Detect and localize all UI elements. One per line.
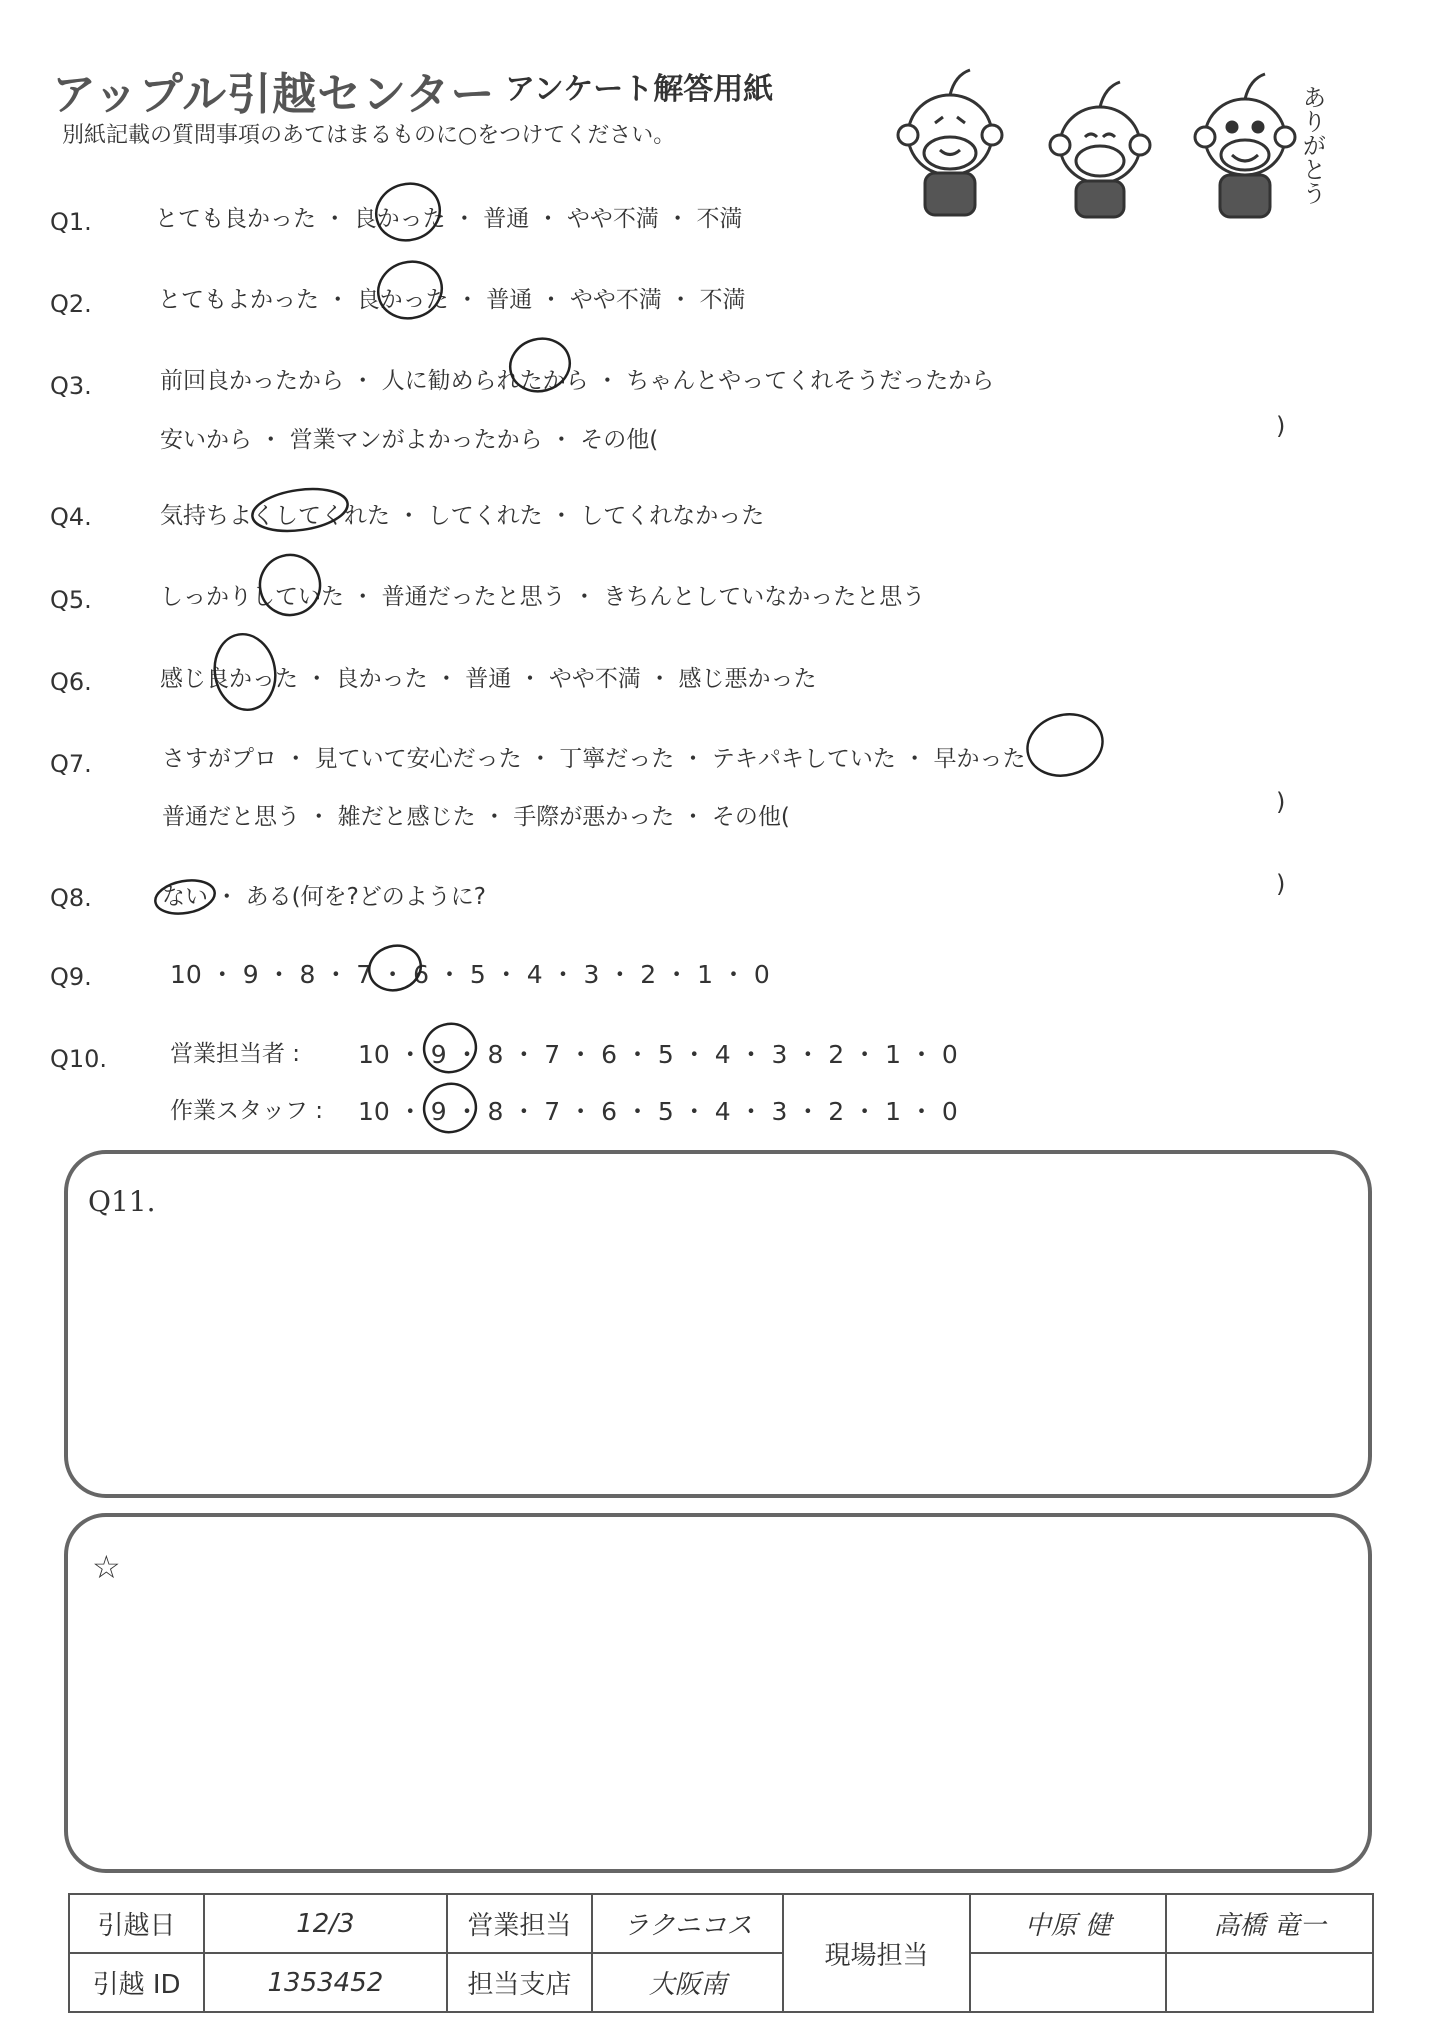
q2-options: とてもよかった ・ 良かった ・ 普通 ・ やや不満 ・ 不満 — [158, 287, 746, 313]
q8-close-paren: ) — [1276, 870, 1286, 898]
move-id-label: 引越 ID — [69, 1953, 204, 2012]
q10-sales-label: 営業担当者 : — [170, 1041, 301, 1067]
q1-options: とても良かった ・ 良かった ・ 普通 ・ やや不満 ・ 不満 — [155, 206, 743, 232]
circle-mark-q3 — [504, 332, 575, 398]
q3-options-line1: 前回良かったから ・ 人に勧められたから ・ ちゃんとやってくれそうだったから — [160, 368, 995, 394]
q10-staff-options: 10 ・ 9 ・ 8 ・ 7 ・ 6 ・ 5 ・ 4 ・ 3 ・ 2 ・ 1 ・ 0 — [358, 1097, 958, 1126]
circle-mark-q6 — [209, 629, 281, 714]
circle-mark-q10-staff — [419, 1078, 482, 1138]
branch-label: 担当支店 — [447, 1953, 592, 2012]
q7-options-line1: さすがプロ ・ 見ていて安心だった ・ 丁寧だった ・ テキパキしていた ・ 早かった — [162, 746, 1026, 772]
move-date-value: 12/3 — [204, 1894, 447, 1953]
q4-label: Q4. — [50, 503, 92, 531]
survey-title: アップル引越センター — [52, 69, 496, 120]
site-rep-1: 中原 健 — [970, 1894, 1167, 1953]
q4-options: 気持ちよくしてくれた ・ してくれた ・ してくれなかった — [160, 503, 765, 529]
q6-label: Q6. — [50, 668, 92, 696]
q11-box-label: Q11. — [88, 1185, 156, 1218]
site-rep-empty-1 — [970, 1953, 1167, 2012]
move-id-value: 1353452 — [204, 1953, 447, 2012]
circle-mark-q10-sales — [419, 1018, 482, 1078]
q1-label: Q1. — [50, 208, 92, 236]
q2-label: Q2. — [50, 290, 92, 318]
thank-you-text: ありがとう — [1298, 85, 1326, 205]
q10-sales-options: 10 ・ 9 ・ 8 ・ 7 ・ 6 ・ 5 ・ 4 ・ 3 ・ 2 ・ 1 ・ 0 — [358, 1040, 958, 1069]
star-comment-box — [64, 1513, 1372, 1873]
q3-close-paren: ) — [1276, 412, 1286, 440]
q11-comment-box — [64, 1150, 1372, 1498]
q7-label: Q7. — [50, 750, 92, 778]
site-rep-empty-2 — [1166, 1953, 1373, 2012]
q10-label: Q10. — [50, 1045, 108, 1073]
q7-close-paren: ) — [1276, 788, 1286, 816]
survey-subtitle: アンケート解答用紙 — [505, 72, 774, 107]
star-box-label: ☆ — [92, 1548, 121, 1586]
q6-options: 感じ良かった ・ 良かった ・ 普通 ・ やや不満 ・ 感じ悪かった — [160, 666, 817, 692]
instruction-text: 別紙記載の質問事項のあてはまるものに○をつけてください。 — [62, 123, 676, 148]
q8-options: ない ・ ある(何を?どのように? — [162, 884, 487, 910]
circle-mark-q8 — [153, 876, 218, 918]
circle-mark-q7 — [1021, 706, 1110, 784]
site-rep-2: 高橋 竜一 — [1166, 1894, 1373, 1953]
circle-mark-q1 — [370, 177, 446, 248]
move-date-label: 引越日 — [69, 1894, 204, 1953]
q3-options-line2: 安いから ・ 営業マンがよかったから ・ その他( — [160, 427, 659, 453]
circle-mark-q5 — [253, 548, 326, 621]
q10-staff-label: 作業スタッフ : — [170, 1098, 324, 1124]
circle-mark-q2 — [372, 255, 448, 326]
q9-label: Q9. — [50, 963, 92, 991]
q5-options: しっかりしていた ・ 普通だったと思う ・ きちんとしていなかったと思う — [160, 584, 926, 610]
branch-value: 大阪南 — [592, 1953, 783, 2012]
footer-info-table — [68, 1893, 1374, 2013]
circle-mark-q9 — [364, 940, 426, 996]
q3-label: Q3. — [50, 372, 92, 400]
q8-label: Q8. — [50, 884, 92, 912]
sales-rep-label: 営業担当 — [447, 1894, 592, 1953]
sales-rep-value: ラクニコス — [592, 1894, 783, 1953]
site-rep-label: 現場担当 — [783, 1894, 969, 2012]
q9-options: 10 ・ 9 ・ 8 ・ 7 ・ 6 ・ 5 ・ 4 ・ 3 ・ 2 ・ 1 ・ 0 — [170, 960, 770, 989]
circle-mark-q4 — [250, 484, 351, 537]
q5-label: Q5. — [50, 586, 92, 614]
q7-options-line2: 普通だと思う ・ 雑だと感じた ・ 手際が悪かった ・ その他( — [162, 804, 790, 830]
